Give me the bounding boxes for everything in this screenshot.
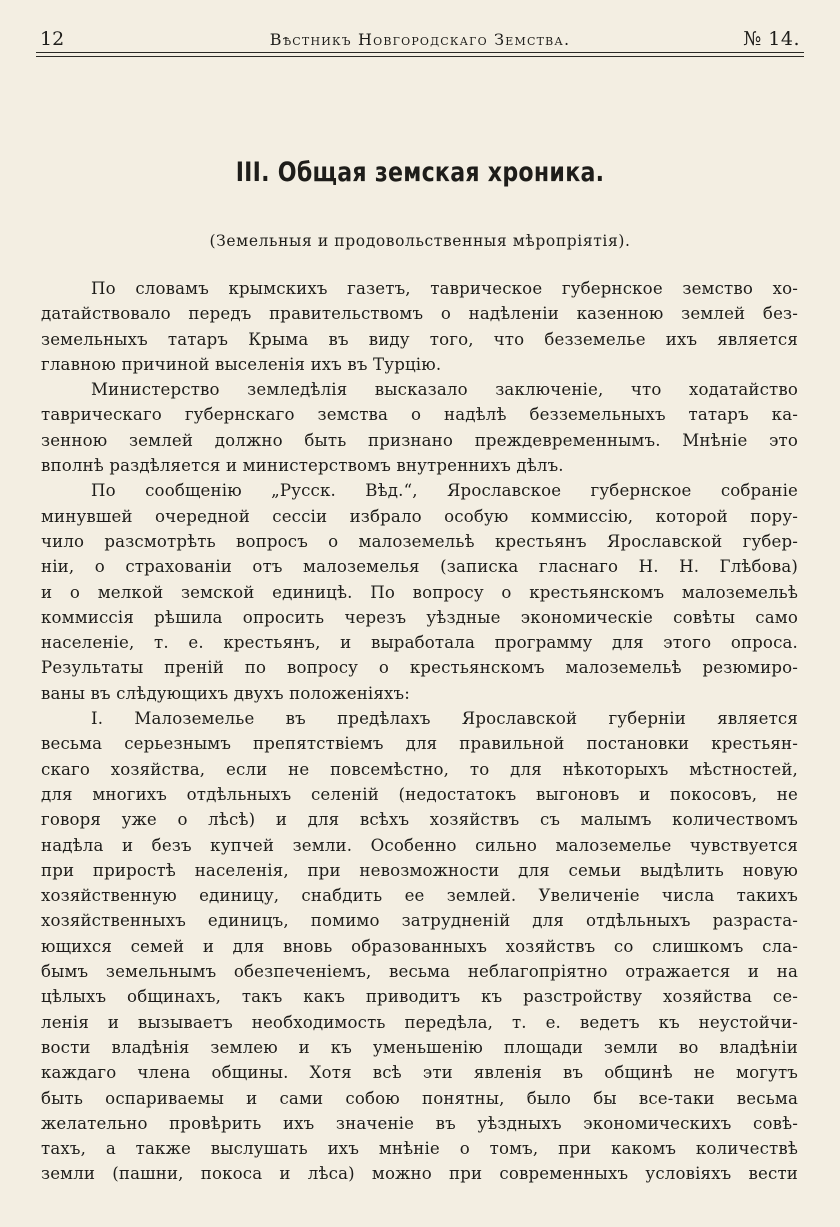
text-line: хозяйственную единицу, снабдить ее землей. Увеличеніе числа такихъ	[41, 886, 798, 906]
text-line: ваны въ слѣдующихъ двухъ положеніяхъ:	[41, 683, 410, 703]
text-line: каждаго члена общины. Хотя всѣ эти явленія въ общинѣ не могутъ	[41, 1063, 798, 1083]
section-title: III. Общая земская хроника.	[235, 157, 605, 188]
text-line: ленія и вызываетъ необходимость передѣла, т. е. ведетъ къ неустойчи-	[41, 1012, 798, 1032]
text-line: для многихъ отдѣльныхъ селеній (недостатокъ выгоновъ и покосовъ, не	[41, 784, 798, 804]
header-double-rule	[36, 56, 804, 57]
text-line: и о мелкой земской единицѣ. По вопросу о крестьянскомъ малоземельѣ	[41, 582, 798, 602]
issue-number: № 14.	[743, 28, 800, 50]
text-line: бымъ земельнымъ обезпеченіемъ, весьма неблагопріятно отражается и на	[41, 962, 798, 982]
text-line: быть оспариваемы и сами собою понятны, было бы все-таки весьма	[41, 1088, 798, 1108]
text-line: По сообщенію „Русск. Вѣд.“, Ярославское губернское собраніе	[91, 481, 798, 501]
article-body	[36, 276, 804, 1187]
text-line: главною причиной выселенія ихъ въ Турцію.	[41, 354, 442, 374]
text-line: чило разсмотрѣть вопросъ о малоземельѣ крестьянъ Ярославской губер-	[41, 531, 798, 551]
text-line: населеніе, т. е. крестьянъ, и выработала программу для этого опроса.	[41, 633, 798, 653]
text-line: тахъ, а также выслушать ихъ мнѣніе о томъ, при какомъ количествѣ	[41, 1139, 798, 1159]
text-line: земли (пашни, покоса и лѣса) можно при современныхъ условіяхъ вести	[41, 1164, 798, 1184]
text-line: земельныхъ татаръ Крыма въ виду того, что безземелье ихъ является	[41, 329, 798, 349]
text-line: коммиссія рѣшила опросить черезъ уѣздные экономическіе совѣты само	[41, 607, 798, 627]
text-line: ющихся семей и для вновь образованныхъ хозяйствъ со слишкомъ сла-	[41, 936, 798, 956]
text-line: весьма серьезнымъ препятствіемъ для правильной постановки крестьян-	[41, 734, 798, 754]
text-line: Результаты преній по вопросу о крестьянскомъ малоземельѣ резюмиро-	[41, 658, 798, 678]
text-line: скаго хозяйства, если не повсемѣстно, то для нѣкоторыхъ мѣстностей,	[41, 759, 798, 779]
text-line: желательно провѣрить ихъ значеніе въ уѣздныхъ экономическихъ совѣ-	[41, 1113, 798, 1133]
page-number: 12	[40, 28, 65, 50]
text-line: надѣла и безъ купчей земли. Особенно сильно малоземелье чувствуется	[41, 835, 798, 855]
text-line: хозяйственныхъ единицъ, помимо затрудненій для отдѣльныхъ разраста-	[41, 911, 798, 931]
section-subtitle: (Земельныя и продовольственныя мѣропріятія).	[209, 232, 631, 250]
text-line: цѣлыхъ общинахъ, такъ какъ приводитъ къ разстройству хозяйства се-	[41, 987, 798, 1007]
text-line: вости владѣнія землею и къ уменьшенію площади земли во владѣніи	[41, 1037, 798, 1057]
text-line: вполнѣ раздѣляется и министерствомъ внутреннихъ дѣлъ.	[41, 456, 564, 476]
text-line: при приростѣ населенія, при невозможности для семьи выдѣлить новую	[41, 860, 798, 880]
text-line: ніи, о страхованіи отъ малоземелья (записка гласнаго Н. Н. Глѣбова)	[41, 557, 798, 577]
text-line: зенною землей должно быть признано преждевременнымъ. Мнѣніе это	[41, 430, 798, 450]
journal-title: Вѣстникъ Новгородскаго Земства.	[269, 30, 571, 49]
text-line: таврическаго губернскаго земства о надѣлѣ безземельныхъ татаръ ка-	[41, 405, 798, 425]
text-line: говоря уже о лѣсѣ) и для всѣхъ хозяйствъ съ малымъ количествомъ	[41, 810, 798, 830]
running-header	[36, 22, 804, 53]
text-line: датайствовало передъ правительствомъ о надѣленіи казенною землей без-	[41, 304, 798, 324]
text-line: минувшей очередной сессіи избрало особую коммиссію, которой пору-	[41, 506, 798, 526]
text-line: I. Малоземелье въ предѣлахъ Ярославской губерніи является	[91, 709, 798, 729]
text-line: Министерство земледѣлія высказало заключеніе, что ходатайство	[91, 380, 798, 400]
text-line: По словамъ крымскихъ газетъ, таврическое губернское земство хо-	[91, 279, 798, 298]
